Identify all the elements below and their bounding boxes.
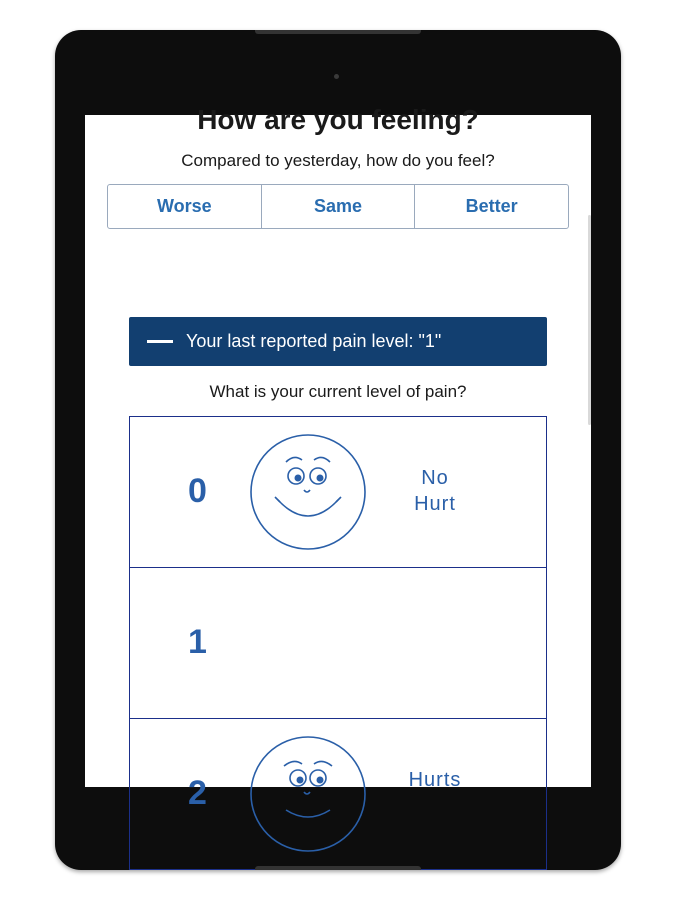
pain-label-line1: Hurts xyxy=(408,769,462,791)
pain-level-row-2[interactable] xyxy=(130,719,546,869)
compare-question: Compared to yesterday, how do you feel? xyxy=(181,151,495,170)
worse-button[interactable]: Worse xyxy=(108,185,262,228)
smiling-face-icon xyxy=(248,432,368,552)
scrollbar[interactable] xyxy=(588,215,591,425)
pain-question: What is your current level of pain? xyxy=(209,382,467,401)
pain-level-number: 2 xyxy=(188,774,207,812)
collapse-minus-icon xyxy=(147,340,173,343)
camera-icon xyxy=(334,74,339,79)
same-button[interactable]: Same xyxy=(262,185,416,228)
page-title: How are you feeling? xyxy=(197,104,479,135)
mild-smile-face-icon xyxy=(248,734,368,854)
tablet-bottom-edge xyxy=(255,866,421,870)
pain-label-line2: Hurt xyxy=(414,493,456,515)
pain-level-label xyxy=(400,465,470,517)
tablet-top-edge xyxy=(255,30,421,34)
pain-level-number: 0 xyxy=(188,472,207,510)
pain-label-line1: No xyxy=(421,467,449,489)
compare-segmented-control xyxy=(107,184,569,229)
better-button[interactable]: Better xyxy=(465,196,518,216)
pain-level-list xyxy=(129,416,547,870)
pain-level-row-0[interactable] xyxy=(130,417,546,568)
last-reported-banner[interactable] xyxy=(129,317,547,366)
last-reported-label: Your last reported pain level: "1" xyxy=(186,331,442,351)
pain-level-label xyxy=(400,767,470,793)
tablet-frame xyxy=(55,30,621,870)
pain-level-number: 1 xyxy=(188,623,207,661)
pain-level-row-1[interactable] xyxy=(130,568,546,719)
app-screen xyxy=(85,104,591,812)
